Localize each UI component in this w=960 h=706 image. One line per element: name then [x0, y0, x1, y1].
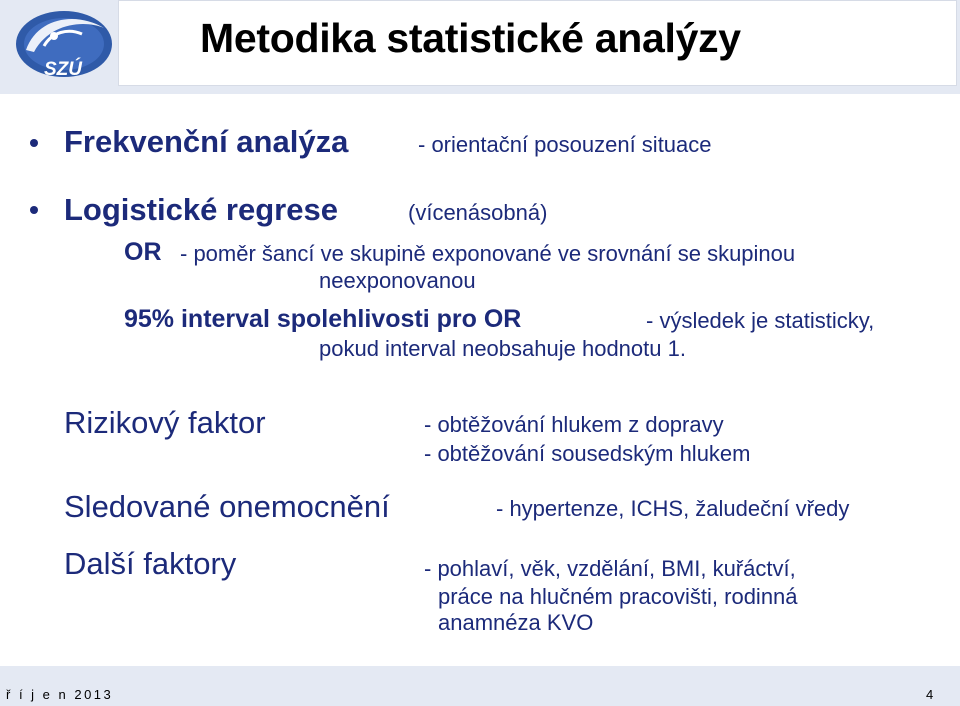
bullet-dot — [30, 139, 38, 147]
or-label: OR — [124, 238, 162, 266]
other-factors-line-2: práce na hlučném pracovišti, rodinná — [438, 584, 798, 609]
page-number: 4 — [926, 687, 934, 702]
bullet-desc-frequency: - orientační posouzení situace — [418, 132, 712, 157]
or-desc-line-1: - poměr šancí ve skupině exponované ve srovnání se skupinou — [180, 241, 796, 266]
page-title: Metodika statistické analýzy — [200, 15, 741, 61]
bullet-label-frequency: Frekvenční analýza — [64, 124, 349, 159]
other-factors-line-1: - pohlaví, věk, vzdělání, BMI, kuřáctví, — [424, 556, 796, 581]
ci-desc-line-2: pokud interval neobsahuje hodnotu 1. — [319, 336, 686, 361]
monitored-diseases-desc: - hypertenze, ICHS, žaludeční vředy — [496, 496, 850, 521]
ci-desc-line-1: - výsledek je statisticky, — [646, 308, 875, 333]
other-factors-line-3: anamnéza KVO — [438, 610, 594, 635]
footer-date: ř í j e n 2013 — [6, 687, 114, 702]
monitored-diseases-label: Sledované onemocnění — [64, 489, 390, 524]
or-desc-line-2: neexponovanou — [319, 268, 476, 293]
bullet-desc-logistic: (vícenásobná) — [408, 200, 548, 225]
bullet-label-logistic: Logistické regrese — [64, 192, 338, 227]
szu-logo — [8, 6, 113, 84]
risk-factor-line-2: - obtěžování sousedským hlukem — [424, 441, 751, 466]
logo-text: SZÚ — [44, 59, 82, 80]
footer-band — [0, 666, 960, 706]
risk-factor-line-1: - obtěžování hlukem z dopravy — [424, 412, 724, 437]
ci-label: 95% interval spolehlivosti pro OR — [124, 305, 522, 333]
bullet-dot — [30, 206, 38, 214]
risk-factor-label: Rizikový faktor — [64, 405, 266, 440]
other-factors-label: Další faktory — [64, 546, 237, 581]
